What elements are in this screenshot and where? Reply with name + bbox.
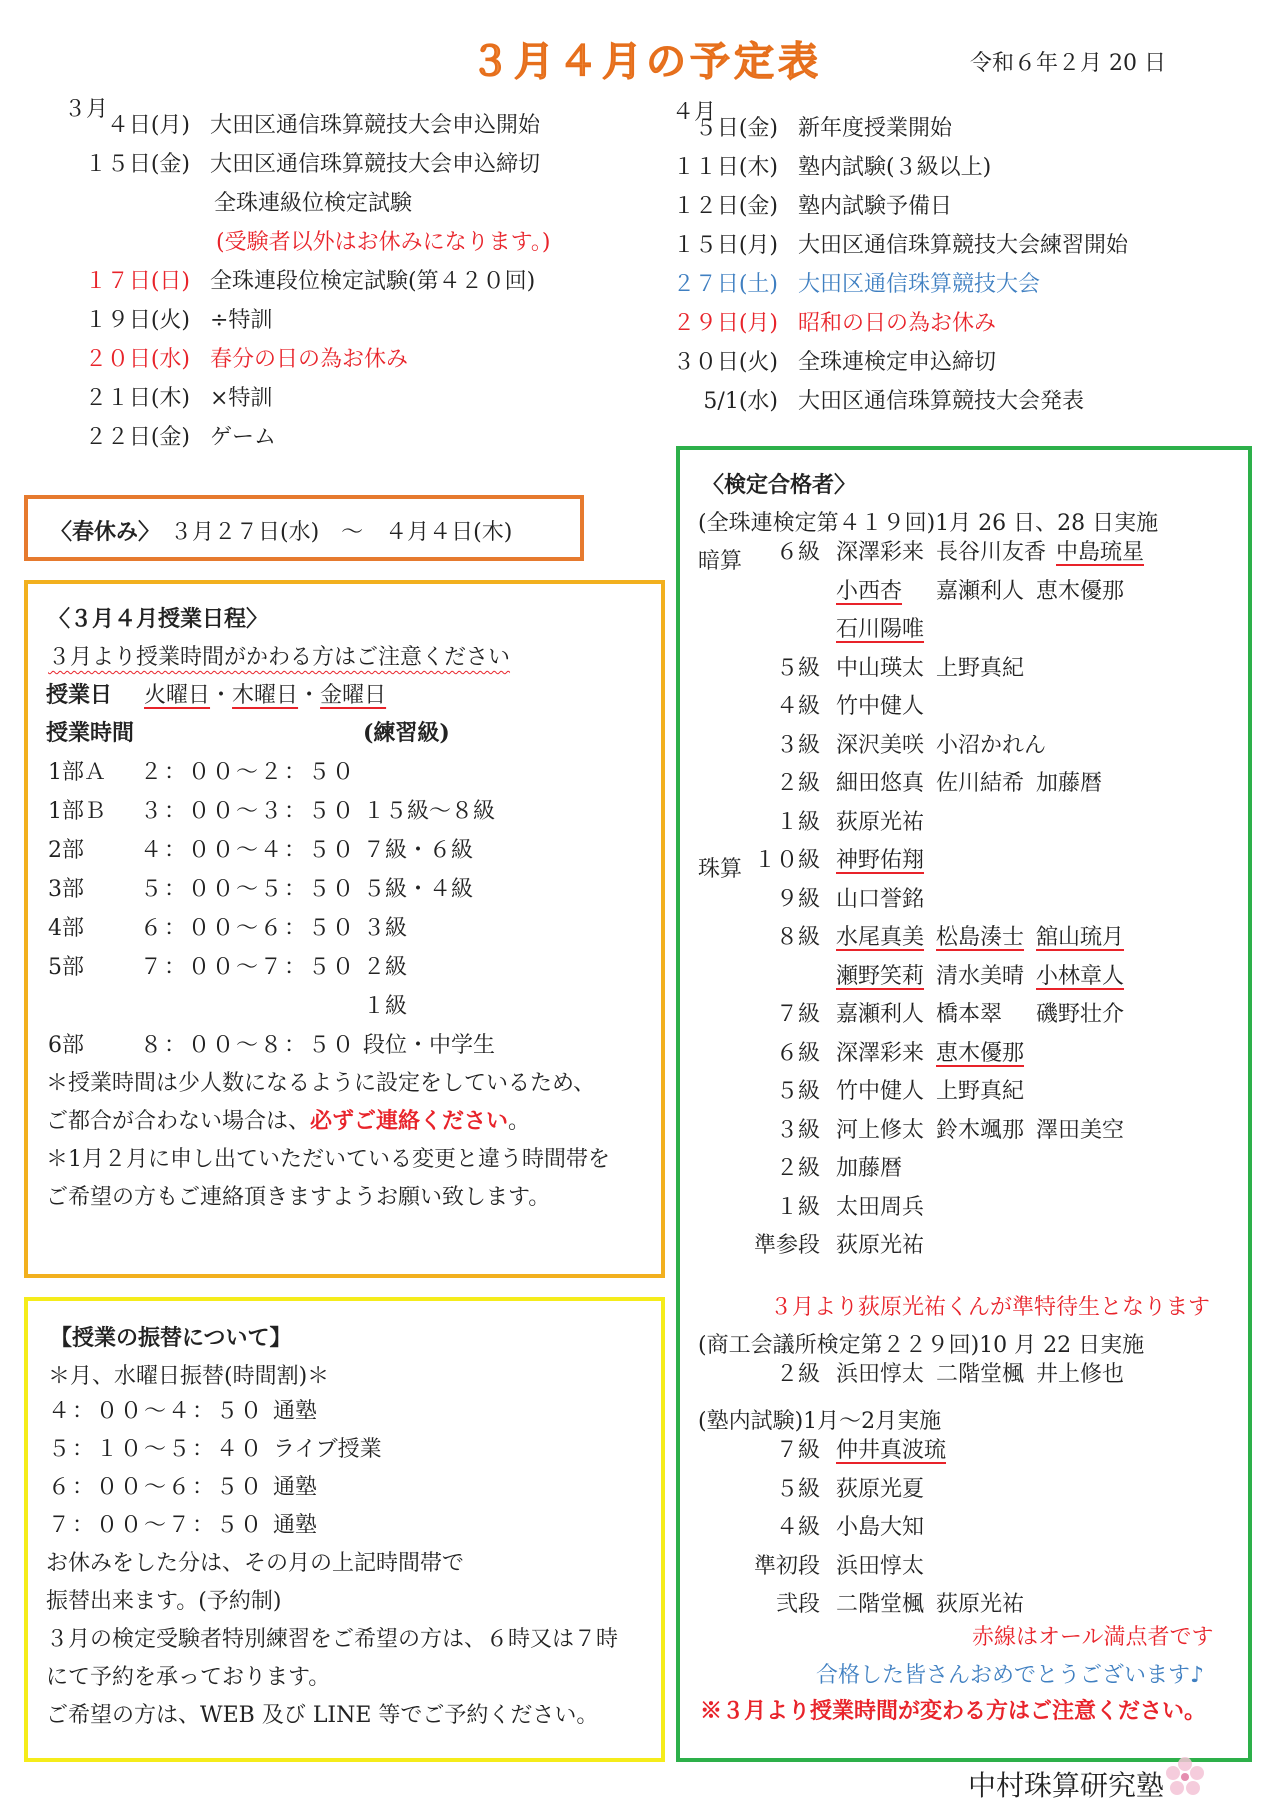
passer-grade: ２級 [775, 771, 820, 796]
passer-name: 深澤彩来 [836, 1040, 925, 1066]
schedule-notice: ３月より授業時間がかわる方はご注意ください [48, 645, 511, 670]
schedule-time: ３：００～３：５０ [140, 799, 357, 824]
class-days: 授業日 火曜日・木曜日・金曜日 [46, 682, 387, 708]
day-tuesday: 火曜日 [144, 683, 211, 708]
passer-grade: ６級 [775, 1040, 820, 1066]
makeup-note-line: ３月の検定受験者特別練習をご希望の方は、６時又は７時 [46, 1627, 619, 1652]
schedule-level: ３級 [363, 916, 408, 941]
schedule-part: 4部 [48, 916, 84, 941]
passer-grade: ７級 [775, 1438, 820, 1463]
april-item [668, 149, 991, 187]
passer-name: 神野佑翔 [836, 848, 925, 873]
march-item [60, 419, 276, 457]
march-item [60, 146, 540, 184]
note-2-end: 。 [508, 1109, 531, 1134]
spring-break-label: 〈春休み〉 [50, 519, 161, 545]
passer-name: 恵木優那 [1036, 578, 1125, 604]
schedule-level: ５級・４級 [363, 877, 474, 902]
passer-name: 澤田美空 [1036, 1117, 1125, 1143]
passer-grade: ５級 [775, 655, 820, 681]
schedule-box [24, 580, 665, 1278]
makeup-note-line: お休みをした分は、その月の上記時間帯で [46, 1551, 465, 1576]
passer-grade: 準初段 [753, 1553, 820, 1579]
makeup-time: ６：００～６：５０ [48, 1475, 265, 1500]
passer-grade: 弐段 [775, 1592, 820, 1617]
march-item-text: 全珠連級位検定試験 [214, 191, 413, 216]
passer-name: 嘉瀬利人 [936, 578, 1025, 604]
soroban-label: 珠算 [698, 857, 743, 882]
march-heading: ３月 [64, 97, 109, 122]
class-time-label: 授業時間 [46, 720, 135, 746]
april-item-day: ３０日(火) [672, 350, 778, 375]
passer-grade: ２級 [775, 1362, 820, 1387]
passer-name: 加藤暦 [1036, 771, 1103, 796]
passer-name: 荻原光祐 [936, 1592, 1025, 1617]
april-item-text: 塾内試験(３級以上) [798, 155, 992, 180]
passer-name: 佐川結希 [936, 771, 1025, 796]
passer-grade: ９級 [775, 886, 820, 912]
spring-break-box [24, 495, 584, 561]
april-item-text: 大田区通信珠算競技大会練習開始 [798, 233, 1129, 258]
exam-2-title: (商工会議所検定第２２９回)10 月 22 日実施 [698, 1333, 1145, 1358]
passer-name: 加藤暦 [836, 1156, 903, 1181]
passer-grade: １級 [775, 1194, 820, 1220]
march-item [60, 107, 540, 145]
makeup-type: 通塾 [273, 1513, 318, 1538]
passer-name: 二階堂楓 [836, 1592, 925, 1617]
april-item [668, 344, 996, 382]
schedule-part: 1部Ａ [48, 760, 106, 785]
april-item [668, 305, 996, 343]
special-note: ３月より荻原光祐くんが準特待生となります [770, 1295, 1211, 1320]
passer-name: 小島大知 [836, 1515, 925, 1540]
passer-name: 太田周兵 [836, 1194, 925, 1220]
makeup-type: 通塾 [273, 1475, 318, 1500]
passer-name: 橋本翠 [936, 1002, 1003, 1027]
march-item-day: ２２日(金) [84, 425, 190, 450]
makeup-subheading: ＊月、水曜日振替(時間割)＊ [48, 1364, 330, 1389]
passer-grade: ５級 [775, 1079, 820, 1104]
passer-name: 中山瑛太 [836, 655, 925, 681]
april-item-day: ５日(金) [694, 116, 778, 141]
makeup-time: ４：００～４：５０ [48, 1399, 265, 1424]
passer-name: 細田悠真 [836, 771, 925, 796]
april-item-day: ２７日(土) [672, 272, 778, 297]
april-item-day: １１日(木) [672, 155, 778, 180]
april-item-text: 昭和の日の為お休み [798, 311, 997, 336]
makeup-type: ライブ授業 [273, 1437, 382, 1462]
passer-name: 小沼かれん [936, 732, 1047, 758]
passer-name: 仲井真波琉 [836, 1438, 947, 1463]
passer-grade: ８級 [775, 925, 820, 950]
april-item [668, 110, 952, 148]
march-item-day: １７日(日) [84, 269, 190, 294]
march-item-text: 春分の日の為お休み [210, 347, 409, 372]
exam-3-title: (塾内試験)1月～2月実施 [698, 1409, 942, 1434]
march-item [60, 263, 535, 301]
march-item-day: ４日(月) [106, 113, 190, 138]
march-item [60, 341, 408, 379]
passer-name: 中島琉星 [1056, 540, 1145, 565]
passer-grade: １級 [775, 809, 820, 835]
schedule-level: ２級 [363, 955, 408, 980]
makeup-note-line: ご希望の方は、WEB 及び LINE 等でご予約ください。 [46, 1703, 599, 1728]
april-item-text: 新年度授業開始 [798, 116, 953, 141]
passer-name: 嘉瀬利人 [836, 1002, 925, 1027]
march-item [60, 302, 272, 340]
spring-break-range: ３月２７日(水) ～ ４月４日(木) [170, 520, 513, 545]
makeup-time: ７：００～７：５０ [48, 1513, 265, 1538]
april-item-text: 大田区通信珠算競技大会 [798, 272, 1041, 297]
passer-name: 長谷川友香 [936, 540, 1047, 565]
april-item-text: 全珠連検定申込締切 [798, 350, 997, 375]
march-item-text: 大田区通信珠算競技大会申込開始 [210, 113, 541, 138]
march-item [60, 380, 272, 418]
passer-grade: ５級 [775, 1476, 820, 1502]
makeup-time: ５：１０～５：４０ [48, 1437, 265, 1462]
class-days-label: 授業日 [46, 682, 113, 708]
passer-name: 上野真紀 [936, 1079, 1025, 1104]
april-item-text: 大田区通信珠算競技大会発表 [798, 389, 1085, 414]
practice-level-label: (練習級) [363, 720, 450, 746]
march-item [64, 185, 412, 223]
schedule-time: ７：００～７：５０ [140, 955, 357, 980]
april-item [668, 266, 1040, 304]
april-item-day: ２９日(月) [672, 311, 778, 336]
passer-name: 河上修太 [836, 1117, 925, 1143]
passer-name: 深沢美咲 [836, 732, 925, 758]
april-item [668, 188, 952, 226]
passers-box [676, 446, 1252, 1762]
exam-1-title: (全珠連検定第４１９回)1月 26 日、28 日実施 [698, 511, 1159, 536]
makeup-heading: 【授業の振替について】 [50, 1325, 292, 1351]
schedule-part: 2部 [48, 838, 84, 863]
schedule-level: ７級・６級 [363, 838, 474, 863]
passer-grade: １０級 [753, 848, 820, 873]
day-friday: 金曜日 [320, 683, 387, 708]
passer-name: 上野真紀 [936, 655, 1025, 681]
schedule-note-2 [46, 1104, 530, 1135]
anzan-label: 暗算 [698, 549, 743, 574]
passer-grade: ４級 [775, 694, 820, 719]
makeup-note-line: にて予約を承っております。 [46, 1665, 331, 1690]
schedule-time: ２：００～２：５０ [140, 760, 357, 785]
school-name: 中村珠算研究塾 [968, 1769, 1165, 1802]
march-item-day: ２１日(木) [84, 386, 190, 411]
passer-name: 鈴木颯那 [936, 1117, 1025, 1143]
makeup-note-line: 振替出来ます。(予約制) [46, 1589, 282, 1614]
schedule-level: 段位・中学生 [363, 1033, 496, 1058]
passer-name: 舘山琉月 [1036, 925, 1125, 950]
march-item-day: １５日(金) [84, 152, 190, 177]
makeup-type: 通塾 [273, 1399, 318, 1424]
passer-name: 荻原光祐 [836, 1233, 925, 1258]
passer-name: 浜田惇太 [836, 1362, 925, 1387]
congrats-message: 合格した皆さんおめでとうございます♪ [816, 1663, 1205, 1688]
march-item-text: ÷特訓 [210, 308, 273, 333]
passer-grade: ７級 [775, 1002, 820, 1027]
passers-heading: 〈検定合格者〉 [702, 472, 857, 498]
march-item [64, 224, 550, 262]
makeup-box [24, 1297, 665, 1762]
march-item-day: ２０日(水) [84, 347, 190, 372]
passer-name: 小林章人 [1036, 963, 1125, 989]
passer-name: 松島湊士 [936, 925, 1025, 950]
day-thursday: 木曜日 [232, 683, 299, 708]
april-item-day: １２日(金) [672, 194, 778, 219]
march-item-day: １９日(火) [84, 308, 190, 333]
march-item-text: ゲーム [210, 425, 277, 450]
passer-name: 磯野壮介 [1036, 1002, 1125, 1027]
march-item-text: (受験者以外はお休みになります。) [216, 230, 551, 255]
march-item-text: 全珠連段位検定試験(第４２０回) [210, 269, 536, 294]
note-2-text: ご都合が合わない場合は、 [46, 1109, 311, 1134]
april-item [668, 227, 1128, 265]
page-title: ３月４月の予定表 [470, 39, 822, 85]
passer-name: 水尾真美 [836, 925, 925, 950]
april-item-day: １５日(月) [672, 233, 778, 258]
schedule-time: ８：００～８：５０ [140, 1033, 357, 1058]
schedule-time: ４：００～４：５０ [140, 838, 357, 863]
passer-grade: ２級 [775, 1156, 820, 1181]
redline-note: 赤線はオール満点者です [972, 1625, 1214, 1650]
schedule-time: ６：００～６：５０ [140, 916, 357, 941]
warning-message: ※３月より授業時間が変わる方はご注意ください。 [700, 1698, 1207, 1724]
schedule-heading: 〈３月４月授業日程〉 [48, 606, 269, 632]
schedule-part: 1部Ｂ [48, 799, 106, 824]
passer-name: 竹中健人 [836, 694, 925, 719]
schedule-level: １級 [363, 994, 408, 1019]
april-item-day: 5/1(水) [703, 389, 778, 414]
schedule-level: １５級～８級 [363, 799, 496, 824]
passer-grade: ４級 [775, 1515, 820, 1540]
schedule-note-4: ご希望の方もご連絡頂きますようお願い致します。 [46, 1185, 551, 1210]
march-item-text: ×特訓 [210, 386, 273, 411]
passer-name: 荻原光祐 [836, 809, 925, 835]
passer-name: 瀬野笑莉 [836, 963, 925, 989]
passer-grade: ３級 [775, 1117, 820, 1143]
passer-grade: ３級 [775, 732, 820, 758]
passer-name: 深澤彩来 [836, 540, 925, 565]
passer-name: 石川陽唯 [836, 617, 925, 642]
issue-date: 令和６年２月 20 日 [970, 51, 1166, 76]
passer-name: 小西杏 [836, 578, 903, 604]
passer-name: 荻原光夏 [836, 1476, 925, 1502]
passer-name: 井上修也 [1036, 1362, 1125, 1387]
passer-name: 浜田惇太 [836, 1553, 925, 1579]
schedule-part: 3部 [48, 877, 84, 902]
passer-name: 山口誉銘 [836, 886, 925, 912]
schedule-note-1: ＊授業時間は少人数になるように設定をしているため、 [46, 1071, 596, 1096]
passer-name: 二階堂楓 [936, 1362, 1025, 1387]
sakura-icon [1160, 1752, 1210, 1802]
passer-name: 恵木優那 [936, 1040, 1025, 1066]
schedule-part: 5部 [48, 955, 84, 980]
passer-grade: ６級 [775, 540, 820, 565]
schedule-note-3: ＊1月２月に申し出ていただいている変更と違う時間帯を [46, 1147, 610, 1172]
april-item-text: 塾内試験予備日 [798, 194, 953, 219]
passer-name: 清水美晴 [936, 963, 1025, 989]
passer-name: 竹中健人 [836, 1079, 925, 1104]
schedule-time: ５：００～５：５０ [140, 877, 357, 902]
april-heading: ４月 [672, 100, 717, 125]
april-item [668, 383, 1084, 421]
contact-emphasis: 必ずご連絡ください [310, 1108, 509, 1134]
march-item-text: 大田区通信珠算競技大会申込締切 [210, 152, 541, 177]
passer-grade: 準参段 [753, 1233, 820, 1258]
schedule-part: 6部 [48, 1033, 84, 1058]
